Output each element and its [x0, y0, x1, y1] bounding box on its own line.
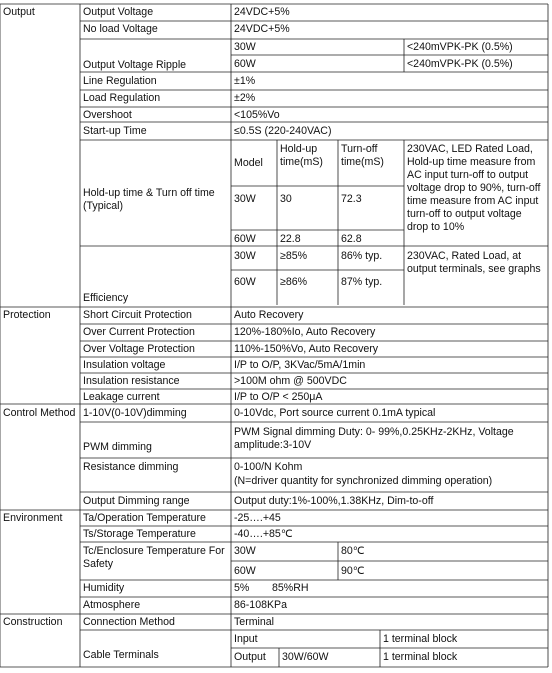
operation-temp-label: Ta/Operation Temperature	[83, 512, 206, 524]
enclosure-temp-label: Tc/Enclosure Temperature For Safety	[83, 545, 225, 570]
humidity-min: 5%	[234, 582, 250, 594]
no-load-voltage-label: No load Voltage	[83, 23, 158, 35]
protection-label: Insulation resistance	[83, 375, 180, 387]
ripple-model: 30W	[234, 41, 256, 53]
analog-dimming-label: 1-10V(0-10V)dimming	[83, 407, 187, 419]
ripple-value: <240mVPK-PK (0.5%)	[407, 58, 513, 70]
holdup-row-turnoff: 72.3	[341, 193, 362, 205]
storage-temp-value: -40….+85℃	[234, 528, 293, 540]
holdup-header-turnoff: Turn-off time(mS)	[341, 143, 384, 168]
efficiency-note: 230VAC, Rated Load, at output terminals, see graphs	[407, 250, 541, 275]
pwm-dimming-value: PWM Signal dimming Duty: 0- 99%,0.25KHz-2KHz, Voltage amplitude:3-10V	[234, 426, 514, 451]
protection-label: Leakage current	[83, 391, 160, 403]
protection-value: 110%-150%Vo, Auto Recovery	[234, 343, 379, 355]
ripple-model: 60W	[234, 58, 256, 70]
holdup-row-model: 60W	[234, 233, 256, 245]
holdup-row-holdup: 30	[280, 193, 292, 205]
efficiency-typ: 87% typ.	[341, 276, 383, 288]
cable-terminals-label: Cable Terminals	[83, 649, 159, 661]
enclosure-temp-model: 60W	[234, 565, 256, 577]
enclosure-temp-value: 80℃	[341, 545, 365, 557]
enclosure-temp-model: 30W	[234, 545, 256, 557]
resistance-dimming-note: (N=driver quantity for synchronized dimming operation)	[234, 475, 493, 487]
operation-temp-value: -25….+45	[234, 512, 281, 524]
pwm-dimming-label: PWM dimming	[83, 441, 152, 453]
cable-output-models: 30W/60W	[282, 651, 329, 663]
connection-method-label: Connection Method	[83, 616, 175, 628]
load-regulation-value: ±2%	[234, 92, 256, 104]
cable-input-value: 1 terminal block	[383, 633, 458, 645]
line-regulation-value: ±1%	[234, 75, 256, 87]
holdup-label: Hold-up time & Turn off time (Typical)	[83, 187, 215, 212]
output-voltage-value: 24VDC+5%	[234, 6, 290, 18]
load-regulation-label: Load Regulation	[83, 92, 161, 104]
efficiency-min: ≥86%	[280, 276, 308, 288]
analog-dimming-value: 0-10Vdc, Port source current 0.1mA typical	[234, 407, 436, 419]
cable-output-value: 1 terminal block	[383, 651, 458, 663]
efficiency-min: ≥85%	[280, 250, 308, 262]
resistance-dimming-label: Resistance dimming	[83, 461, 179, 473]
protection-value: 120%-180%Io, Auto Recovery	[234, 326, 376, 338]
enclosure-temp-value: 90℃	[341, 565, 365, 577]
humidity-max: 85%RH	[272, 582, 309, 594]
holdup-header-holdup: Hold-up time(mS)	[280, 143, 323, 168]
protection-value: I/P to O/P, 3KVac/5mA/1min	[234, 359, 366, 371]
efficiency-typ: 86% typ.	[341, 250, 383, 262]
atmosphere-label: Atmosphere	[83, 599, 141, 611]
cable-output-label: Output	[234, 651, 266, 663]
section-output: Output	[3, 6, 35, 18]
startup-time-value: ≤0.5S (220-240VAC)	[234, 125, 332, 137]
protection-value: >100M ohm @ 500VDC	[234, 375, 347, 387]
humidity-label: Humidity	[83, 582, 125, 594]
protection-value: I/P to O/P < 250μA	[234, 391, 323, 403]
startup-time-label: Start-up Time	[83, 125, 147, 137]
atmosphere-value: 86-108KPa	[234, 599, 288, 611]
protection-label: Over Current Protection	[83, 326, 195, 338]
storage-temp-label: Ts/Storage Temperature	[83, 528, 196, 540]
no-load-voltage-value: 24VDC+5%	[234, 23, 290, 35]
resistance-dimming-value: 0-100/N Kohm	[234, 461, 303, 473]
protection-label: Short Circuit Protection	[83, 309, 192, 321]
protection-label: Over Voltage Protection	[83, 343, 195, 355]
section-protection: Protection	[3, 309, 51, 321]
holdup-header-model: Model	[234, 157, 263, 169]
section-control-method: Control Method	[3, 407, 76, 419]
ripple-label: Output Voltage Ripple	[83, 59, 187, 71]
protection-label: Insulation voltage	[83, 359, 166, 371]
holdup-note: 230VAC, LED Rated Load, Hold-up time measure from AC input turn-off to output voltage drop to 90%, turn-off time measure from AC input turn-off to output voltage drop to 10%	[407, 143, 541, 233]
output-voltage-label: Output Voltage	[83, 6, 154, 18]
efficiency-label: Efficiency	[83, 292, 129, 304]
holdup-row-model: 30W	[234, 193, 256, 205]
line-regulation-label: Line Regulation	[83, 75, 157, 87]
protection-value: Auto Recovery	[234, 309, 304, 321]
section-construction: Construction	[3, 616, 63, 628]
connection-method-value: Terminal	[234, 616, 275, 628]
ripple-value: <240mVPK-PK (0.5%)	[407, 41, 513, 53]
dimming-range-value: Output duty:1%-100%,1.38KHz, Dim-to-off	[234, 495, 434, 507]
efficiency-model: 30W	[234, 250, 256, 262]
section-environment: Environment	[3, 512, 63, 524]
dimming-range-label: Output Dimming range	[83, 495, 190, 507]
holdup-row-holdup: 22.8	[280, 233, 301, 245]
overshoot-value: <105%Vo	[234, 109, 280, 121]
cable-input-label: Input	[234, 633, 258, 645]
holdup-row-turnoff: 62.8	[341, 233, 362, 245]
efficiency-model: 60W	[234, 276, 256, 288]
overshoot-label: Overshoot	[83, 109, 132, 121]
